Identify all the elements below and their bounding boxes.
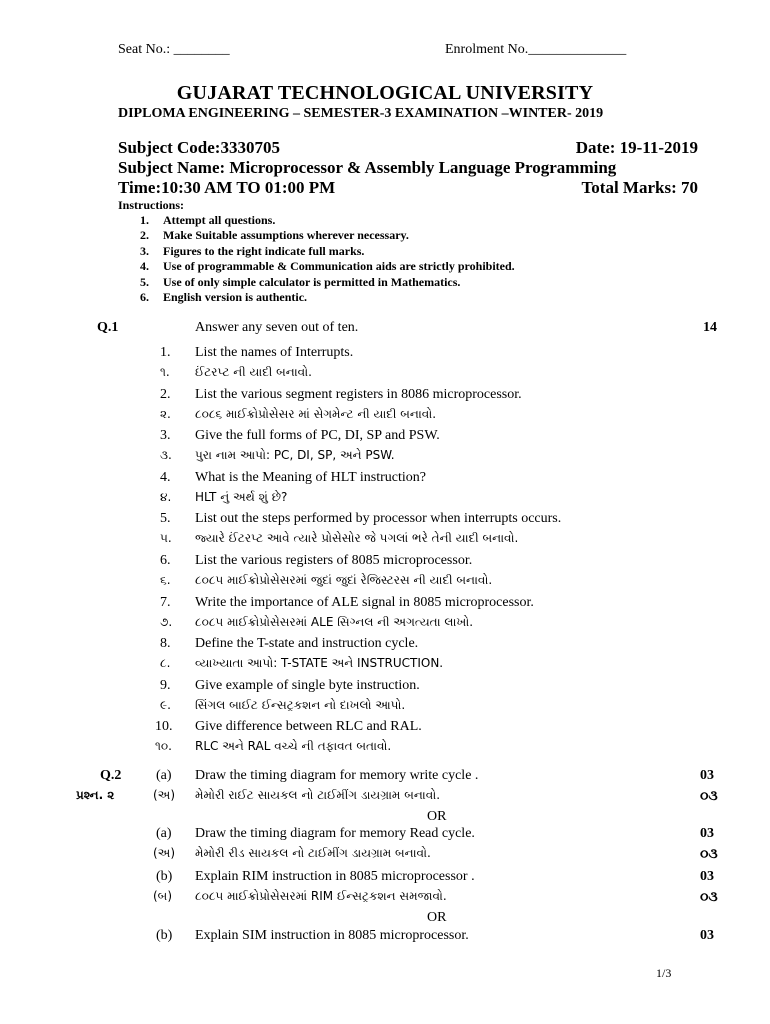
q2-part-marks-gujarati: ૦૩ [700, 846, 718, 862]
q2-part-text-gujarati: ૮૦૮૫ માઈક્રોપ્રોસેસરમાં RIM ઈન્સટ્રકશન સમજાવો. [195, 889, 447, 903]
q1-marks: 14 [703, 320, 717, 335]
exam-time: Time:10:30 AM TO 01:00 PM [118, 178, 336, 197]
q2-part-marks: 03 [700, 928, 714, 943]
instruction-text: English version is authentic. [163, 290, 308, 304]
q1-item-text-gujarati: HLT નું અર્થ શું છે? [195, 489, 288, 504]
q2-part-marks-gujarati: ૦૩ [700, 788, 718, 804]
q1-item-text: Give example of single byte instruction. [195, 677, 420, 693]
q1-item-number: 8. [160, 636, 171, 652]
q1-item-text: What is the Meaning of HLT instruction? [195, 469, 426, 485]
instruction-text: Attempt all questions. [163, 213, 276, 227]
q2-part-text: Explain SIM instruction in 8085 microprocessor. [195, 928, 469, 943]
instruction-number: 3. [140, 243, 149, 258]
q2-part-text: Draw the timing diagram for memory Read cycle. [195, 826, 475, 841]
university-title: GUJARAT TECHNOLOGICAL UNIVERSITY [176, 82, 594, 104]
q1-item-text: Write the importance of ALE signal in 8085 microprocessor. [195, 594, 534, 610]
q2-part-label: (b) [156, 928, 173, 943]
q1-item-number: 3. [160, 428, 171, 444]
q1-item-number: 2. [160, 386, 171, 402]
q1-item-text: List out the steps performed by processor when interrupts occurs. [195, 511, 562, 527]
q2-part-label-gujarati: (બ) [153, 889, 172, 903]
q2-part-marks: 03 [700, 869, 714, 884]
q1-item-text-gujarati: પુરા નામ આપો: PC, DI, SP, અને PSW. [195, 448, 395, 463]
or-separator: OR [427, 910, 447, 925]
q1-item-text-gujarati: જ્યારે ઈંટરપ્ટ આવે ત્યારે પ્રોસેસોર જે પગલાં ભરે તેની યાદી બનાવો. [195, 531, 519, 546]
q1-item-number-gujarati: ૧. [160, 365, 170, 379]
q1-item-number-gujarati: ૧૦. [155, 739, 172, 754]
instruction-number: 2. [140, 228, 149, 243]
instruction-number: 5. [140, 274, 149, 289]
q1-item-number: 5. [160, 511, 171, 527]
q1-item-text: List the various registers of 8085 microprocessor. [195, 553, 473, 568]
q1-item-number: 9. [160, 677, 171, 693]
q2-part-label: (b) [156, 869, 173, 884]
q1-label: Q.1 [97, 320, 119, 335]
q2-part-label-gujarati: (અ) [153, 788, 176, 802]
q1-item-text: List the names of Interrupts. [195, 345, 354, 360]
q2-part-marks: 03 [700, 768, 714, 783]
q1-item-text: Define the T-state and instruction cycle. [195, 636, 419, 652]
q2-part-marks-gujarati: ૦૩ [700, 889, 718, 905]
q1-item-number: 7. [160, 594, 171, 610]
instruction-number: 1. [140, 213, 149, 227]
instruction-number: 6. [140, 290, 149, 304]
q1-item-number-gujarati: ૪. [160, 489, 172, 504]
instruction-text: Use of programmable & Communication aids are strictly prohibited. [163, 259, 515, 274]
q2-part-text-gujarati: મેમોરી રાઈટ સાયકલ નો ટાઈમીંગ ડાયગ્રામ બનાવો. [195, 788, 441, 802]
subject-name: Subject Name: Microprocessor & Assembly Language Programming [118, 158, 617, 177]
q1-item-text: Give difference between RLC and RAL. [195, 719, 422, 735]
page-number: 1/3 [656, 966, 672, 980]
q1-item-number-gujarati: ૯. [160, 697, 171, 712]
instructions-title: Instructions: [118, 198, 185, 212]
instruction-text: Make Suitable assumptions wherever necessary. [163, 228, 409, 243]
q1-item-number: 4. [160, 469, 171, 485]
q2-part-label-gujarati: (અ) [153, 846, 176, 860]
q1-item-text-gujarati: RLC અને RAL વચ્ચે ની તફાવત બતાવો. [195, 739, 392, 754]
q1-item-number: 1. [160, 345, 171, 360]
exam-date: Date: 19-11-2019 [575, 138, 698, 157]
q1-item-text: Give the full forms of PC, DI, SP and PSW. [195, 428, 440, 444]
q2-part-text: Draw the timing diagram for memory write cycle . [195, 768, 479, 783]
q1-item-text-gujarati: ૮૦૮૫ માઈક્રોપ્રોસેસરમાં ALE સિગ્નલ ની અગત્યતા લાખો. [195, 614, 474, 629]
q1-item-text-gujarati: ૮૦૮૬ માઈક્રોપ્રોસેસર માં સેગમેન્ટ ની યાદી બનાવો. [195, 406, 437, 421]
q1-item-number-gujarati: ૩. [160, 448, 172, 463]
total-marks: Total Marks: 70 [581, 178, 698, 197]
q1-item-text-gujarati: ૮૦૮૫ માઈક્રોપ્રોસેસરમાં જુદાં જુદાં રેજિસ્ટરસ ની યાદી બનાવો. [195, 573, 493, 587]
exam-title: DIPLOMA ENGINEERING – SEMESTER-3 EXAMINATION –WINTER- 2019 [118, 106, 604, 121]
seat-no: Seat No.: ________ [118, 42, 230, 57]
q1-item-number-gujarati: ૮. [160, 656, 171, 671]
q1-item-text: List the various segment registers in 8086 microprocessor. [195, 386, 522, 402]
q2-part-text-gujarati: મેમોરી રીડ સાયકલ નો ટાઈમીંગ ડાયગ્રામ બનાવો. [195, 846, 431, 860]
q1-instruction: Answer any seven out of ten. [195, 320, 359, 335]
instruction-number: 4. [140, 259, 149, 274]
q1-item-number-gujarati: ૫. [160, 531, 172, 546]
instruction-text: Use of only simple calculator is permitted in Mathematics. [163, 274, 461, 289]
q1-item-text-gujarati: વ્યાખ્યાતા આપો: T-STATE અને INSTRUCTION. [195, 656, 444, 671]
subject-code: Subject Code:3330705 [118, 138, 280, 157]
or-separator: OR [427, 809, 447, 824]
q2-part-text: Explain RIM instruction in 8085 microprocessor . [195, 869, 475, 884]
enrolment-no: Enrolment No.______________ [445, 42, 627, 57]
q2-part-label: (a) [156, 826, 172, 841]
q1-item-text-gujarati: સિંગલ બાઈટ ઈન્સટ્રકશન નો દાખલો આપો. [195, 697, 406, 712]
q1-item-text-gujarati: ઈંટરપ્ટ ની યાદી બનાવો. [195, 365, 312, 379]
q2-part-label: (a) [156, 768, 172, 783]
q2-label-gujarati: પ્રશ્ન. ૨ [76, 788, 115, 802]
q1-item-number-gujarati: ૬. [160, 573, 171, 587]
q1-item-number-gujarati: ૭. [160, 614, 173, 629]
q1-item-number: 10. [155, 719, 173, 735]
q2-label: Q.2 [100, 768, 122, 783]
q1-item-number-gujarati: ૨. [160, 406, 171, 421]
instruction-text: Figures to the right indicate full marks. [163, 243, 365, 258]
q2-part-marks: 03 [700, 826, 714, 841]
q1-item-number: 6. [160, 553, 171, 568]
